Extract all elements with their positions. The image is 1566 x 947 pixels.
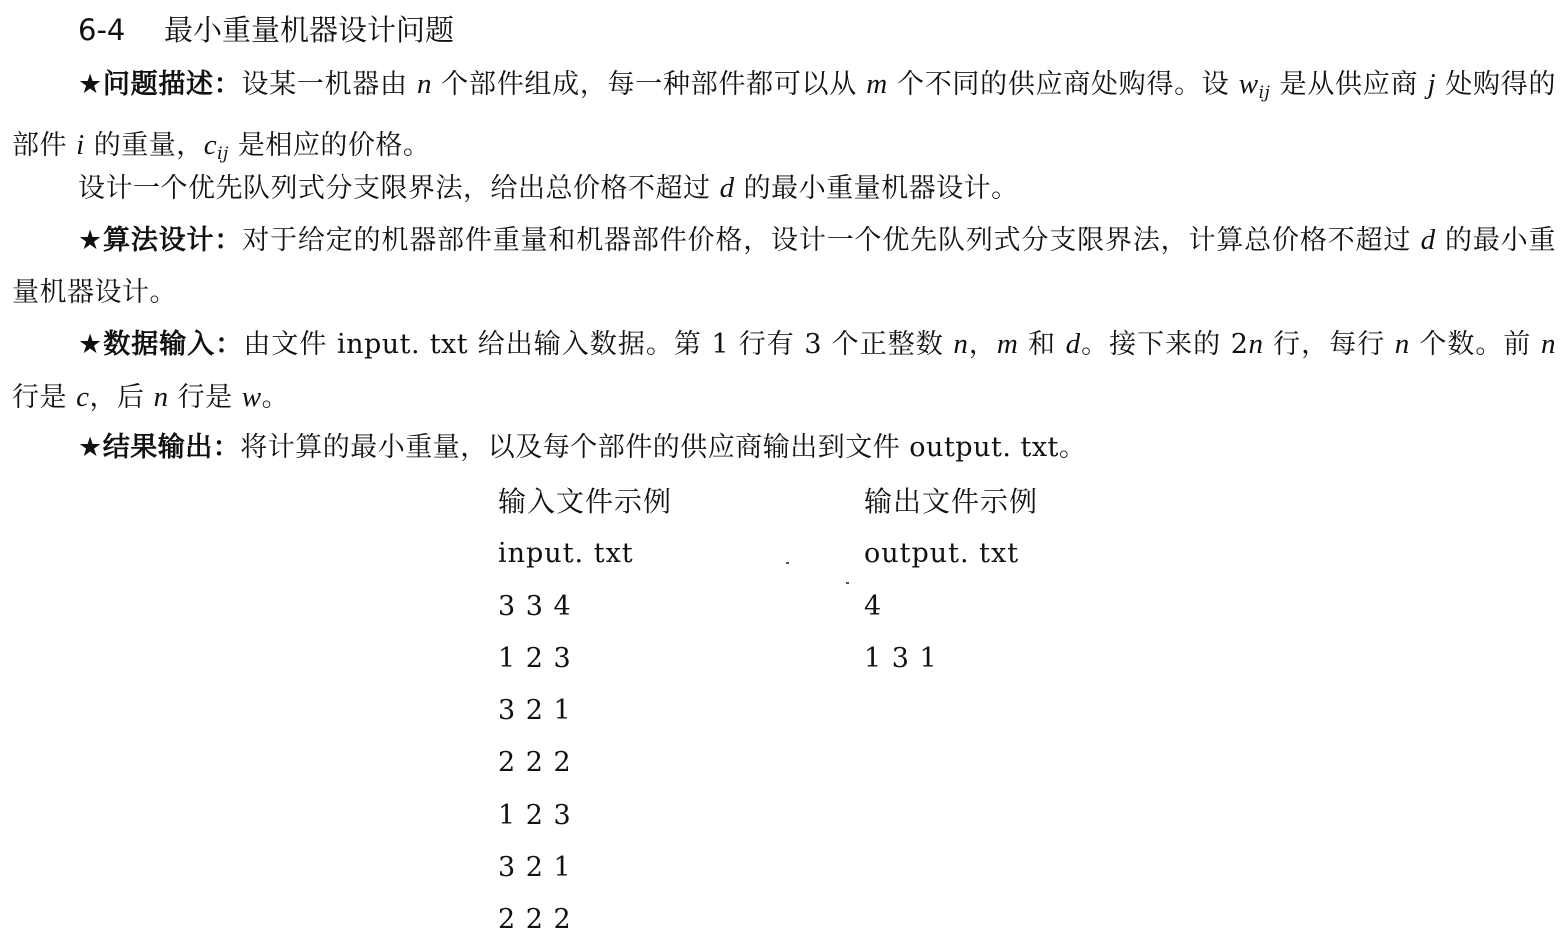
algorithm-design xyxy=(12,214,1556,319)
problem-text-4: 是从供应商 xyxy=(1270,69,1428,100)
algorithm-text-1: 对于给定的机器部件重量和机器部件价格，设计一个优先队列式分支限界法，计算总价格不超过 xyxy=(242,225,1421,256)
input-text-2: ， xyxy=(968,329,997,360)
input-text-3: 和 xyxy=(1018,329,1066,360)
star-icon: ★ xyxy=(78,432,103,463)
var-j: j xyxy=(1427,68,1437,100)
scan-speck xyxy=(846,582,849,584)
task-text-1: 设计一个优先队列式分支限界法，给出总价格不超过 xyxy=(78,173,720,204)
star-icon: ★ xyxy=(78,329,104,360)
input-label: 数据输入： xyxy=(103,329,244,360)
problem-text-7: 是相应的价格。 xyxy=(228,130,431,161)
var-d: d xyxy=(1065,328,1081,360)
input-row: 1 2 3 xyxy=(498,799,572,831)
var-d: d xyxy=(719,172,735,204)
var-d: d xyxy=(1420,224,1436,256)
input-example-title: 输入文件示例 xyxy=(498,485,673,518)
output-example-filename: output. txt xyxy=(864,538,1020,570)
input-text-1: 由文件 input. txt 给出输入数据。第 1 行有 3 个正整数 xyxy=(243,329,954,360)
problem-text-2: 个部件组成，每一种部件都可以从 xyxy=(432,69,867,100)
var-n: n xyxy=(1394,328,1410,360)
output-row: 4 xyxy=(864,590,883,622)
input-text-5: 行，每行 xyxy=(1263,329,1395,360)
star-icon: ★ xyxy=(78,69,103,100)
output-text-1: 将计算的最小重量，以及每个部件的供应商输出到文件 output. txt。 xyxy=(240,432,1087,463)
input-row: 3 2 1 xyxy=(498,695,572,727)
task-text-2: 的最小重量机器设计。 xyxy=(734,173,1019,204)
input-row: 3 2 1 xyxy=(498,852,572,884)
input-row: 3 3 4 xyxy=(498,590,572,622)
var-w: w xyxy=(1238,68,1259,100)
algorithm-text-2: 的最小重量机器设计。 xyxy=(12,225,1556,308)
var-n: n xyxy=(417,68,433,100)
problem-text-3: 个不同的供应商处购得。设 xyxy=(887,69,1239,100)
var-c: c xyxy=(76,381,90,413)
input-text-10: 。 xyxy=(261,382,290,413)
algorithm-label: 算法设计： xyxy=(103,225,243,256)
var-m: m xyxy=(996,328,1019,360)
var-c: c xyxy=(203,129,218,161)
problem-text-5: 处购得的部件 xyxy=(12,69,1556,161)
star-icon: ★ xyxy=(78,225,104,256)
result-output-description xyxy=(12,422,1556,474)
output-example-title: 输出文件示例 xyxy=(864,485,1039,518)
input-text-8: ，后 xyxy=(89,382,154,413)
output-row: 1 3 1 xyxy=(864,642,938,674)
input-text-6: 个数。前 xyxy=(1409,329,1542,360)
section-title: 最小重量机器设计问题 xyxy=(164,13,455,47)
var-n: n xyxy=(953,328,969,360)
data-input-description xyxy=(12,318,1556,424)
problem-label: 问题描述： xyxy=(102,69,242,100)
input-text-4: 。接下来的 2 xyxy=(1080,329,1249,360)
var-n: n xyxy=(1248,328,1264,360)
var-w: w xyxy=(241,381,262,413)
input-text-7: 行是 xyxy=(12,382,77,413)
var-m: m xyxy=(866,68,888,100)
input-row: 1 2 3 xyxy=(498,642,572,674)
var-n: n xyxy=(1541,328,1557,360)
input-example-filename: input. txt xyxy=(498,538,634,570)
var-c-subscript: ij xyxy=(217,144,229,164)
var-i: i xyxy=(76,129,85,161)
problem-text-6: 的重量， xyxy=(84,130,204,161)
input-example xyxy=(498,476,672,947)
input-row: 2 2 2 xyxy=(498,747,572,779)
output-example xyxy=(864,476,1038,685)
var-n: n xyxy=(153,381,169,413)
problem-text-1: 设某一机器由 xyxy=(241,69,418,100)
var-w-subscript: ij xyxy=(1258,83,1271,103)
task-statement xyxy=(12,162,1556,215)
input-text-9: 行是 xyxy=(168,382,242,413)
output-label: 结果输出： xyxy=(102,432,241,463)
section-number: 6-4 xyxy=(78,13,126,47)
input-row: 2 2 2 xyxy=(498,904,572,936)
section-heading xyxy=(78,10,454,50)
scan-speck xyxy=(786,562,789,564)
